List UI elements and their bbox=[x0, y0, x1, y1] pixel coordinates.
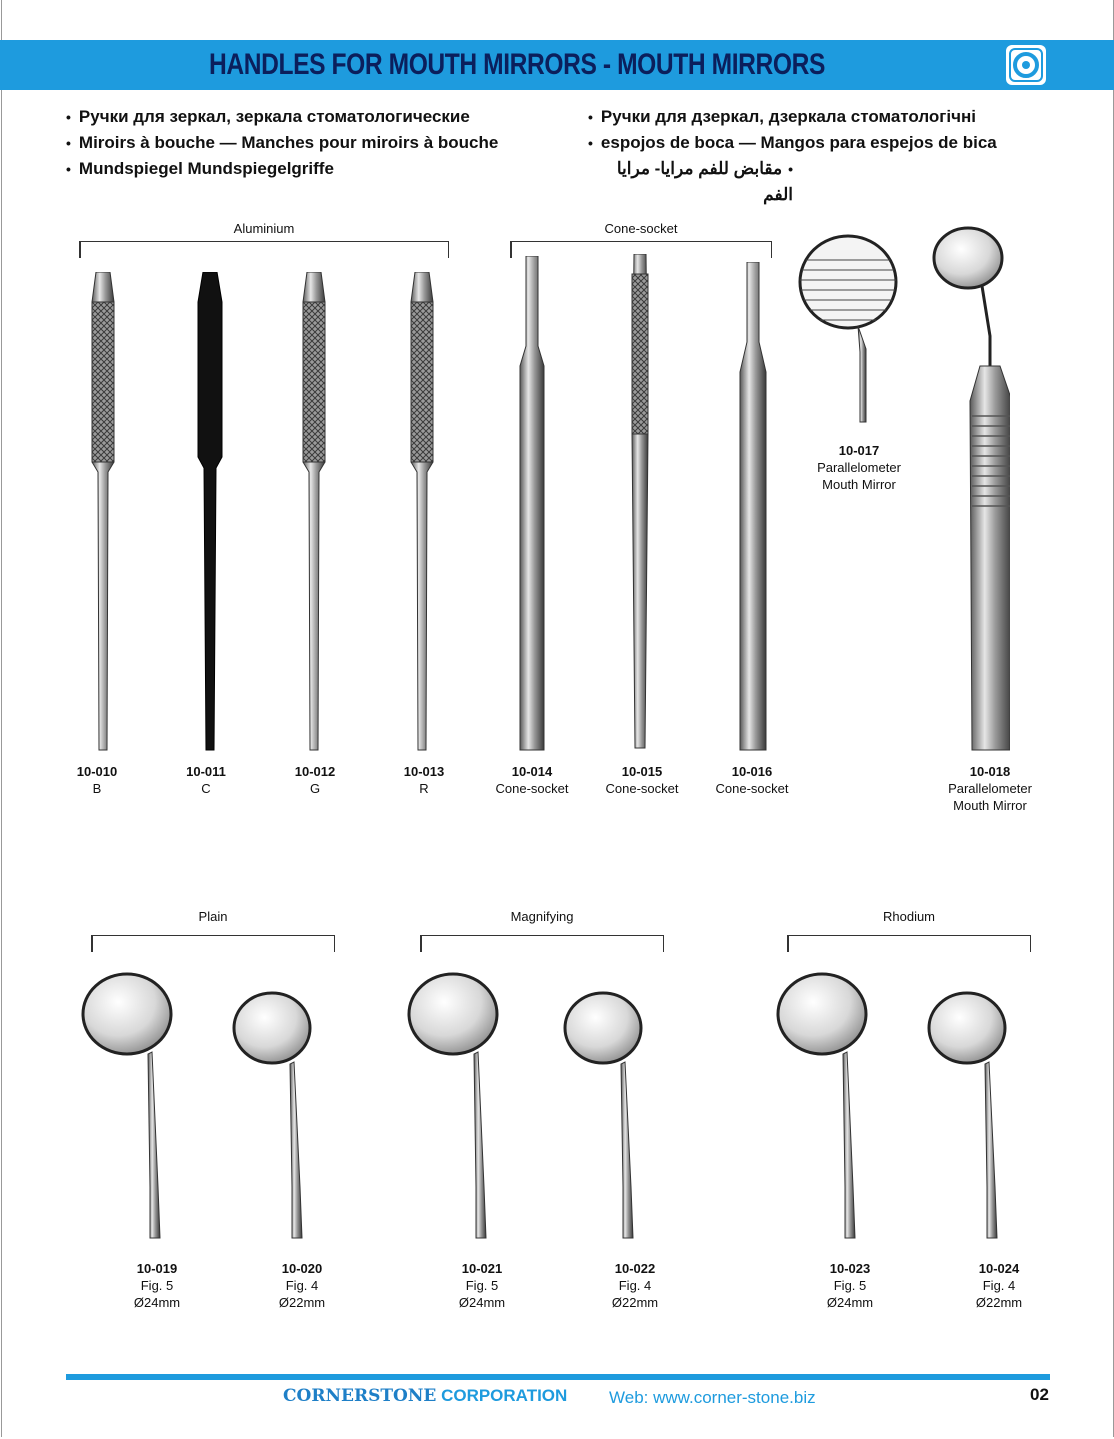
lang-german: • Mundspiegel Mundspiegelgriffe bbox=[66, 156, 498, 182]
group-label-plain: Plain bbox=[198, 909, 228, 924]
product-code: 10-012 bbox=[294, 764, 336, 779]
caption-10-015 bbox=[587, 763, 697, 797]
handle-10-010 bbox=[86, 272, 120, 752]
caption-10-024 bbox=[944, 1260, 1054, 1311]
product-code: 10-020 bbox=[281, 1261, 323, 1276]
caption-10-012 bbox=[260, 763, 370, 797]
mouth-mirror-10-023 bbox=[775, 972, 875, 1240]
product-label: B bbox=[92, 781, 102, 796]
product-code: 10-021 bbox=[461, 1261, 503, 1276]
title-bar bbox=[0, 40, 1114, 90]
handle-10-013 bbox=[405, 272, 439, 752]
parallelometer-mirror-10-017 bbox=[796, 234, 906, 429]
bracket-rhodium bbox=[787, 935, 1031, 936]
footer-corporation: CORPORATION bbox=[441, 1386, 568, 1405]
mouth-mirror-10-024 bbox=[927, 990, 1017, 1240]
product-code: 10-013 bbox=[403, 764, 445, 779]
product-code: 10-022 bbox=[614, 1261, 656, 1276]
product-label: C bbox=[201, 781, 211, 796]
product-desc-line2: Mouth Mirror bbox=[822, 477, 896, 492]
handle-10-014 bbox=[516, 256, 548, 754]
product-code: 10-019 bbox=[136, 1261, 178, 1276]
product-label: Cone-socket bbox=[605, 781, 679, 796]
caption-10-018 bbox=[935, 763, 1045, 814]
product-fig: Fig. 5 bbox=[465, 1278, 499, 1293]
handle-10-011 bbox=[192, 272, 228, 752]
mouth-mirror-10-019 bbox=[80, 972, 180, 1240]
group-label-aluminium: Aluminium bbox=[233, 221, 295, 236]
language-list-right bbox=[588, 104, 997, 208]
bracket-magnifying bbox=[420, 935, 664, 936]
caption-10-020 bbox=[247, 1260, 357, 1311]
mouth-mirror-10-022 bbox=[563, 990, 653, 1240]
caption-10-019 bbox=[102, 1260, 212, 1311]
product-code: 10-010 bbox=[76, 764, 118, 779]
language-list-left bbox=[66, 104, 498, 182]
group-label-rhodium: Rhodium bbox=[882, 909, 936, 924]
product-fig: Fig. 4 bbox=[618, 1278, 652, 1293]
group-label-magnifying: Magnifying bbox=[510, 909, 574, 924]
parallelometer-mirror-10-018 bbox=[930, 226, 1010, 754]
footer-web-link[interactable]: Web: www.corner-stone.biz bbox=[609, 1388, 816, 1407]
product-fig: Fig. 4 bbox=[982, 1278, 1016, 1293]
lang-spanish: • espojos de boca — Mangos para espejos de bica bbox=[588, 130, 997, 156]
product-desc-line2: Mouth Mirror bbox=[953, 798, 1027, 813]
product-code: 10-018 bbox=[969, 764, 1011, 779]
mouth-mirror-10-020 bbox=[232, 990, 322, 1240]
caption-10-010 bbox=[42, 763, 152, 797]
caption-10-021 bbox=[427, 1260, 537, 1311]
handle-10-016 bbox=[736, 262, 770, 752]
group-label-cone-socket: Cone-socket bbox=[604, 221, 678, 236]
caption-10-014 bbox=[477, 763, 587, 797]
handle-10-015 bbox=[626, 254, 654, 752]
caption-10-011 bbox=[151, 763, 261, 797]
product-size: Ø22mm bbox=[975, 1295, 1023, 1310]
product-size: Ø24mm bbox=[133, 1295, 181, 1310]
handle-10-012 bbox=[297, 272, 331, 752]
product-code: 10-011 bbox=[186, 764, 226, 779]
mouth-mirror-10-021 bbox=[406, 972, 506, 1240]
company-logo bbox=[1006, 45, 1046, 85]
product-code: 10-023 bbox=[829, 1261, 871, 1276]
caption-10-013 bbox=[369, 763, 479, 797]
caption-10-022 bbox=[580, 1260, 690, 1311]
product-desc-line1: Parallelometer bbox=[948, 781, 1032, 796]
footer-brand: CORNERSTONE bbox=[283, 1386, 437, 1406]
caption-10-016 bbox=[697, 763, 807, 797]
lang-arabic: • مقابض للفم مرايا- مرايا الفم bbox=[588, 156, 793, 208]
bracket-plain bbox=[91, 935, 335, 936]
lang-french: • Miroirs à bouche — Manches pour miroirs à bouche bbox=[66, 130, 498, 156]
product-code: 10-024 bbox=[978, 1261, 1020, 1276]
product-fig: Fig. 5 bbox=[140, 1278, 174, 1293]
product-label: G bbox=[309, 781, 321, 796]
product-desc-line1: Parallelometer bbox=[817, 460, 901, 475]
product-label: Cone-socket bbox=[495, 781, 569, 796]
footer-divider bbox=[66, 1374, 1050, 1380]
bracket-cone-socket bbox=[510, 241, 772, 242]
product-fig: Fig. 5 bbox=[833, 1278, 867, 1293]
product-code: 10-016 bbox=[731, 764, 773, 779]
page-title: HANDLES FOR MOUTH MIRRORS - MOUTH MIRRORS bbox=[209, 48, 825, 81]
product-size: Ø22mm bbox=[278, 1295, 326, 1310]
product-label: R bbox=[419, 781, 429, 796]
product-code: 10-017 bbox=[838, 443, 880, 458]
bracket-aluminium bbox=[79, 241, 449, 242]
page-number: 02 bbox=[1030, 1385, 1049, 1404]
product-label: Cone-socket bbox=[715, 781, 789, 796]
product-code: 10-014 bbox=[511, 764, 553, 779]
product-size: Ø24mm bbox=[458, 1295, 506, 1310]
product-size: Ø24mm bbox=[826, 1295, 874, 1310]
product-size: Ø22mm bbox=[611, 1295, 659, 1310]
footer-company bbox=[283, 1386, 567, 1406]
product-code: 10-015 bbox=[621, 764, 663, 779]
caption-10-023 bbox=[795, 1260, 905, 1311]
product-fig: Fig. 4 bbox=[285, 1278, 319, 1293]
caption-10-017 bbox=[804, 442, 914, 493]
lang-ukrainian: • Ручки для дзеркал, дзеркала стоматологічні bbox=[588, 104, 997, 130]
lang-russian: • Ручки для зеркал, зеркала стоматологические bbox=[66, 104, 498, 130]
